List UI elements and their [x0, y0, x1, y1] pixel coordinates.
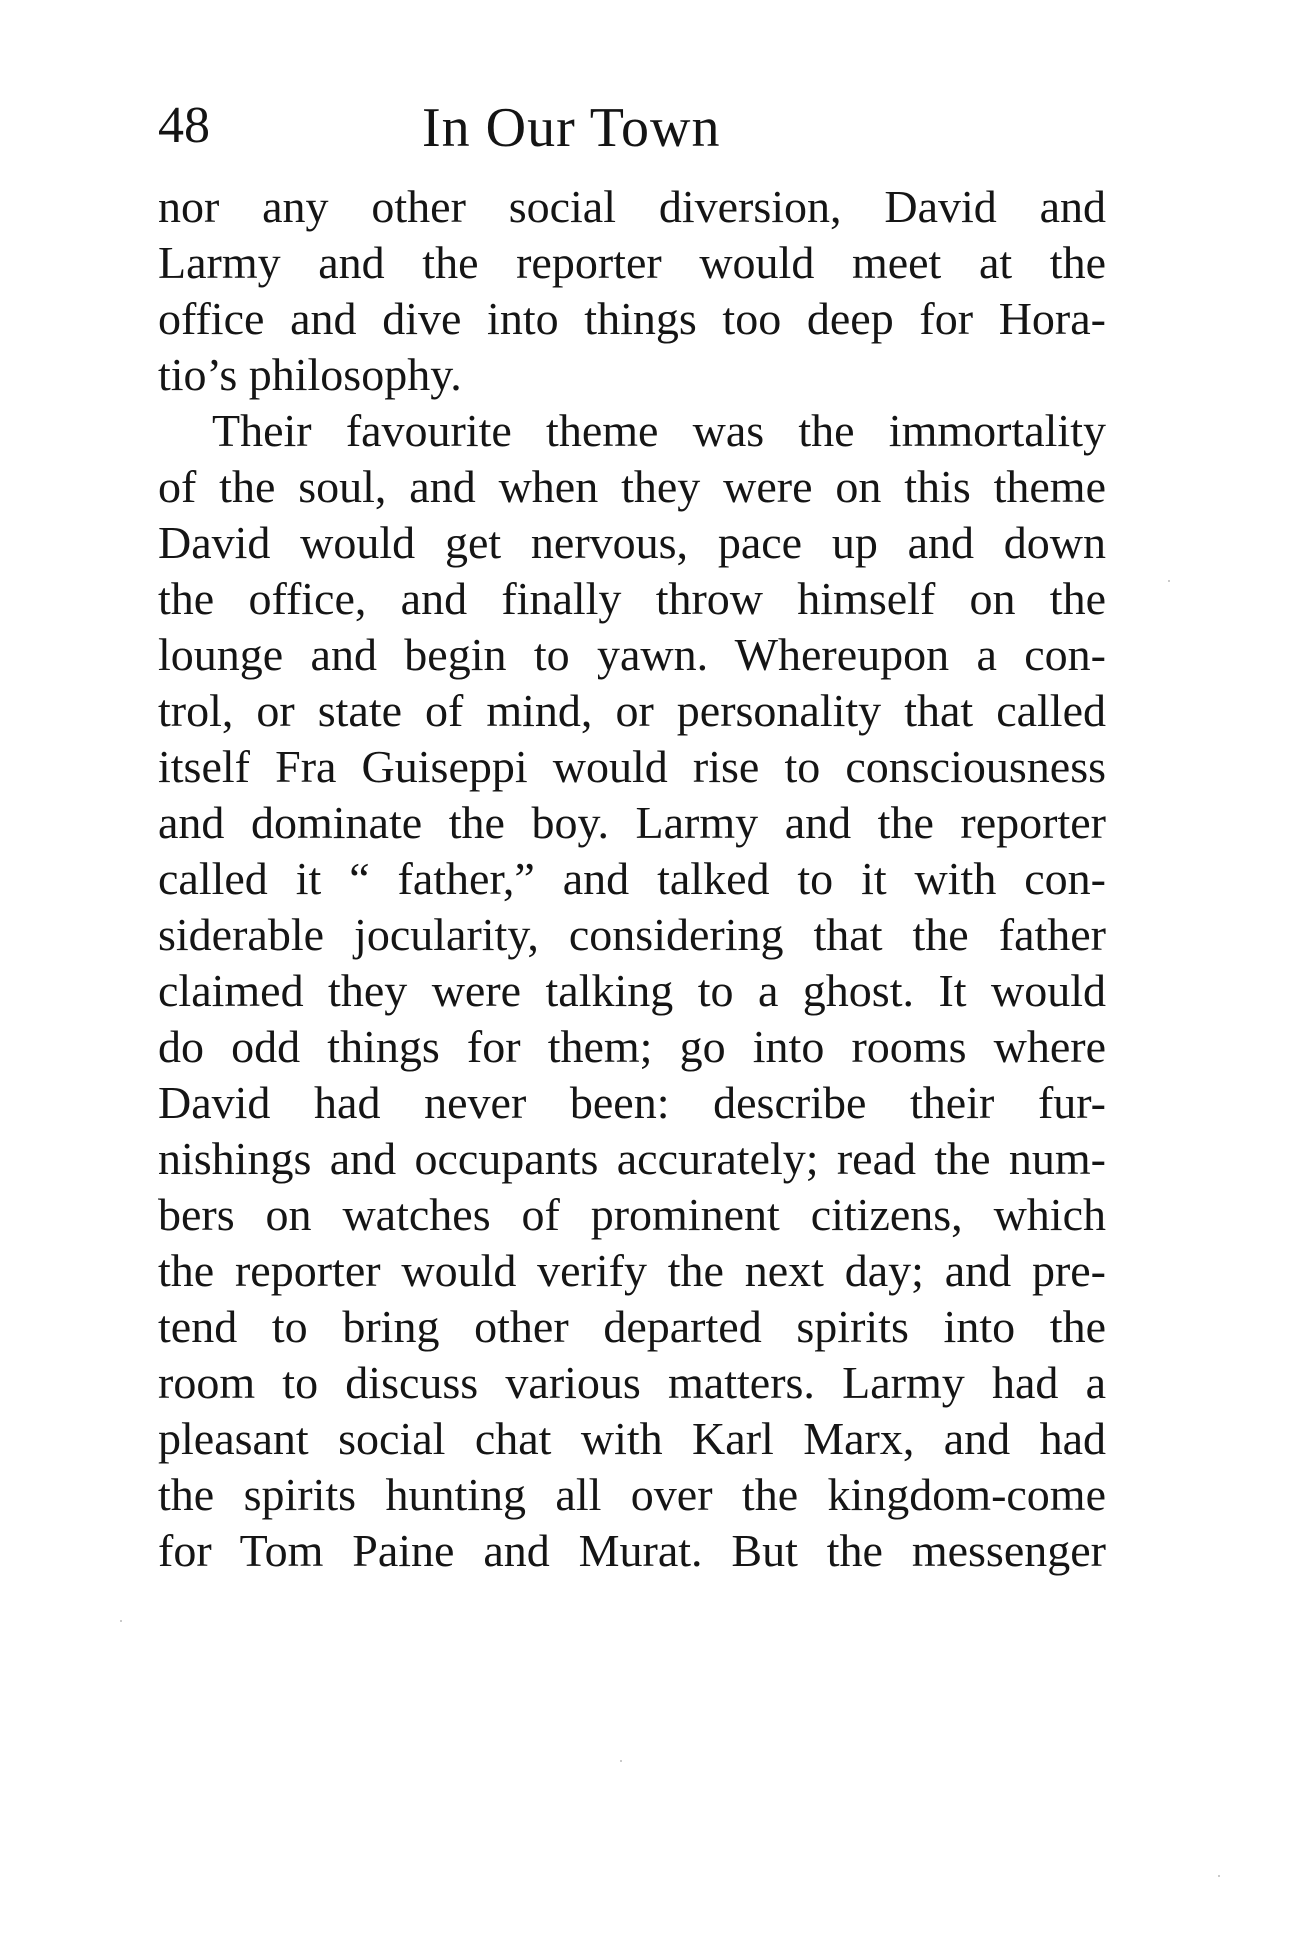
text-line: trol, or state of mind, or personality that called: [158, 685, 1106, 736]
paper-speck: [1218, 1875, 1220, 1877]
paper-speck: [1168, 580, 1170, 582]
text-line: do odd things for them; go into rooms where: [158, 1021, 1106, 1072]
text-line: David had never been: describe their fur-: [158, 1077, 1106, 1128]
text-line: and dominate the boy. Larmy and the reporter: [158, 797, 1106, 848]
text-line: David would get nervous, pace up and down: [158, 517, 1106, 568]
text-line: the office, and finally throw himself on the: [158, 573, 1106, 624]
text-line: for Tom Paine and Murat. But the messenger: [158, 1525, 1106, 1576]
text-line: called it “ father,” and talked to it with con-: [158, 853, 1106, 904]
paper-speck: [120, 1620, 122, 1622]
text-line: siderable jocularity, considering that the father: [158, 909, 1106, 960]
text-line: claimed they were talking to a ghost. It would: [158, 965, 1106, 1016]
text-line: Larmy and the reporter would meet at the: [158, 237, 1106, 288]
text-line: tend to bring other departed spirits into the: [158, 1301, 1106, 1352]
text-line: pleasant social chat with Karl Marx, and had: [158, 1413, 1106, 1464]
text-line: tio’s philosophy.: [158, 349, 462, 400]
text-line: nor any other social diversion, David and: [158, 181, 1106, 232]
text-line: of the soul, and when they were on this theme: [158, 461, 1106, 512]
page-number: 48: [158, 97, 210, 154]
text-line: room to discuss various matters. Larmy had a: [158, 1357, 1106, 1408]
text-line: nishings and occupants accurately; read the num-: [158, 1133, 1106, 1184]
paper-speck: [620, 1760, 622, 1762]
page-header: [158, 97, 1118, 180]
paragraph-first-line: Their favourite theme was the immortality: [212, 405, 1106, 456]
text-line: bers on watches of prominent citizens, which: [158, 1189, 1106, 1240]
text-line: itself Fra Guiseppi would rise to consciousness: [158, 741, 1106, 792]
running-head-title: In Our Town: [422, 97, 721, 159]
text-line: office and dive into things too deep for Hora-: [158, 293, 1106, 344]
body-text: [158, 179, 1106, 1579]
text-line: the spirits hunting all over the kingdom-come: [158, 1469, 1106, 1520]
text-line: lounge and begin to yawn. Whereupon a con-: [158, 629, 1106, 680]
text-line: the reporter would verify the next day; and pre-: [158, 1245, 1106, 1296]
